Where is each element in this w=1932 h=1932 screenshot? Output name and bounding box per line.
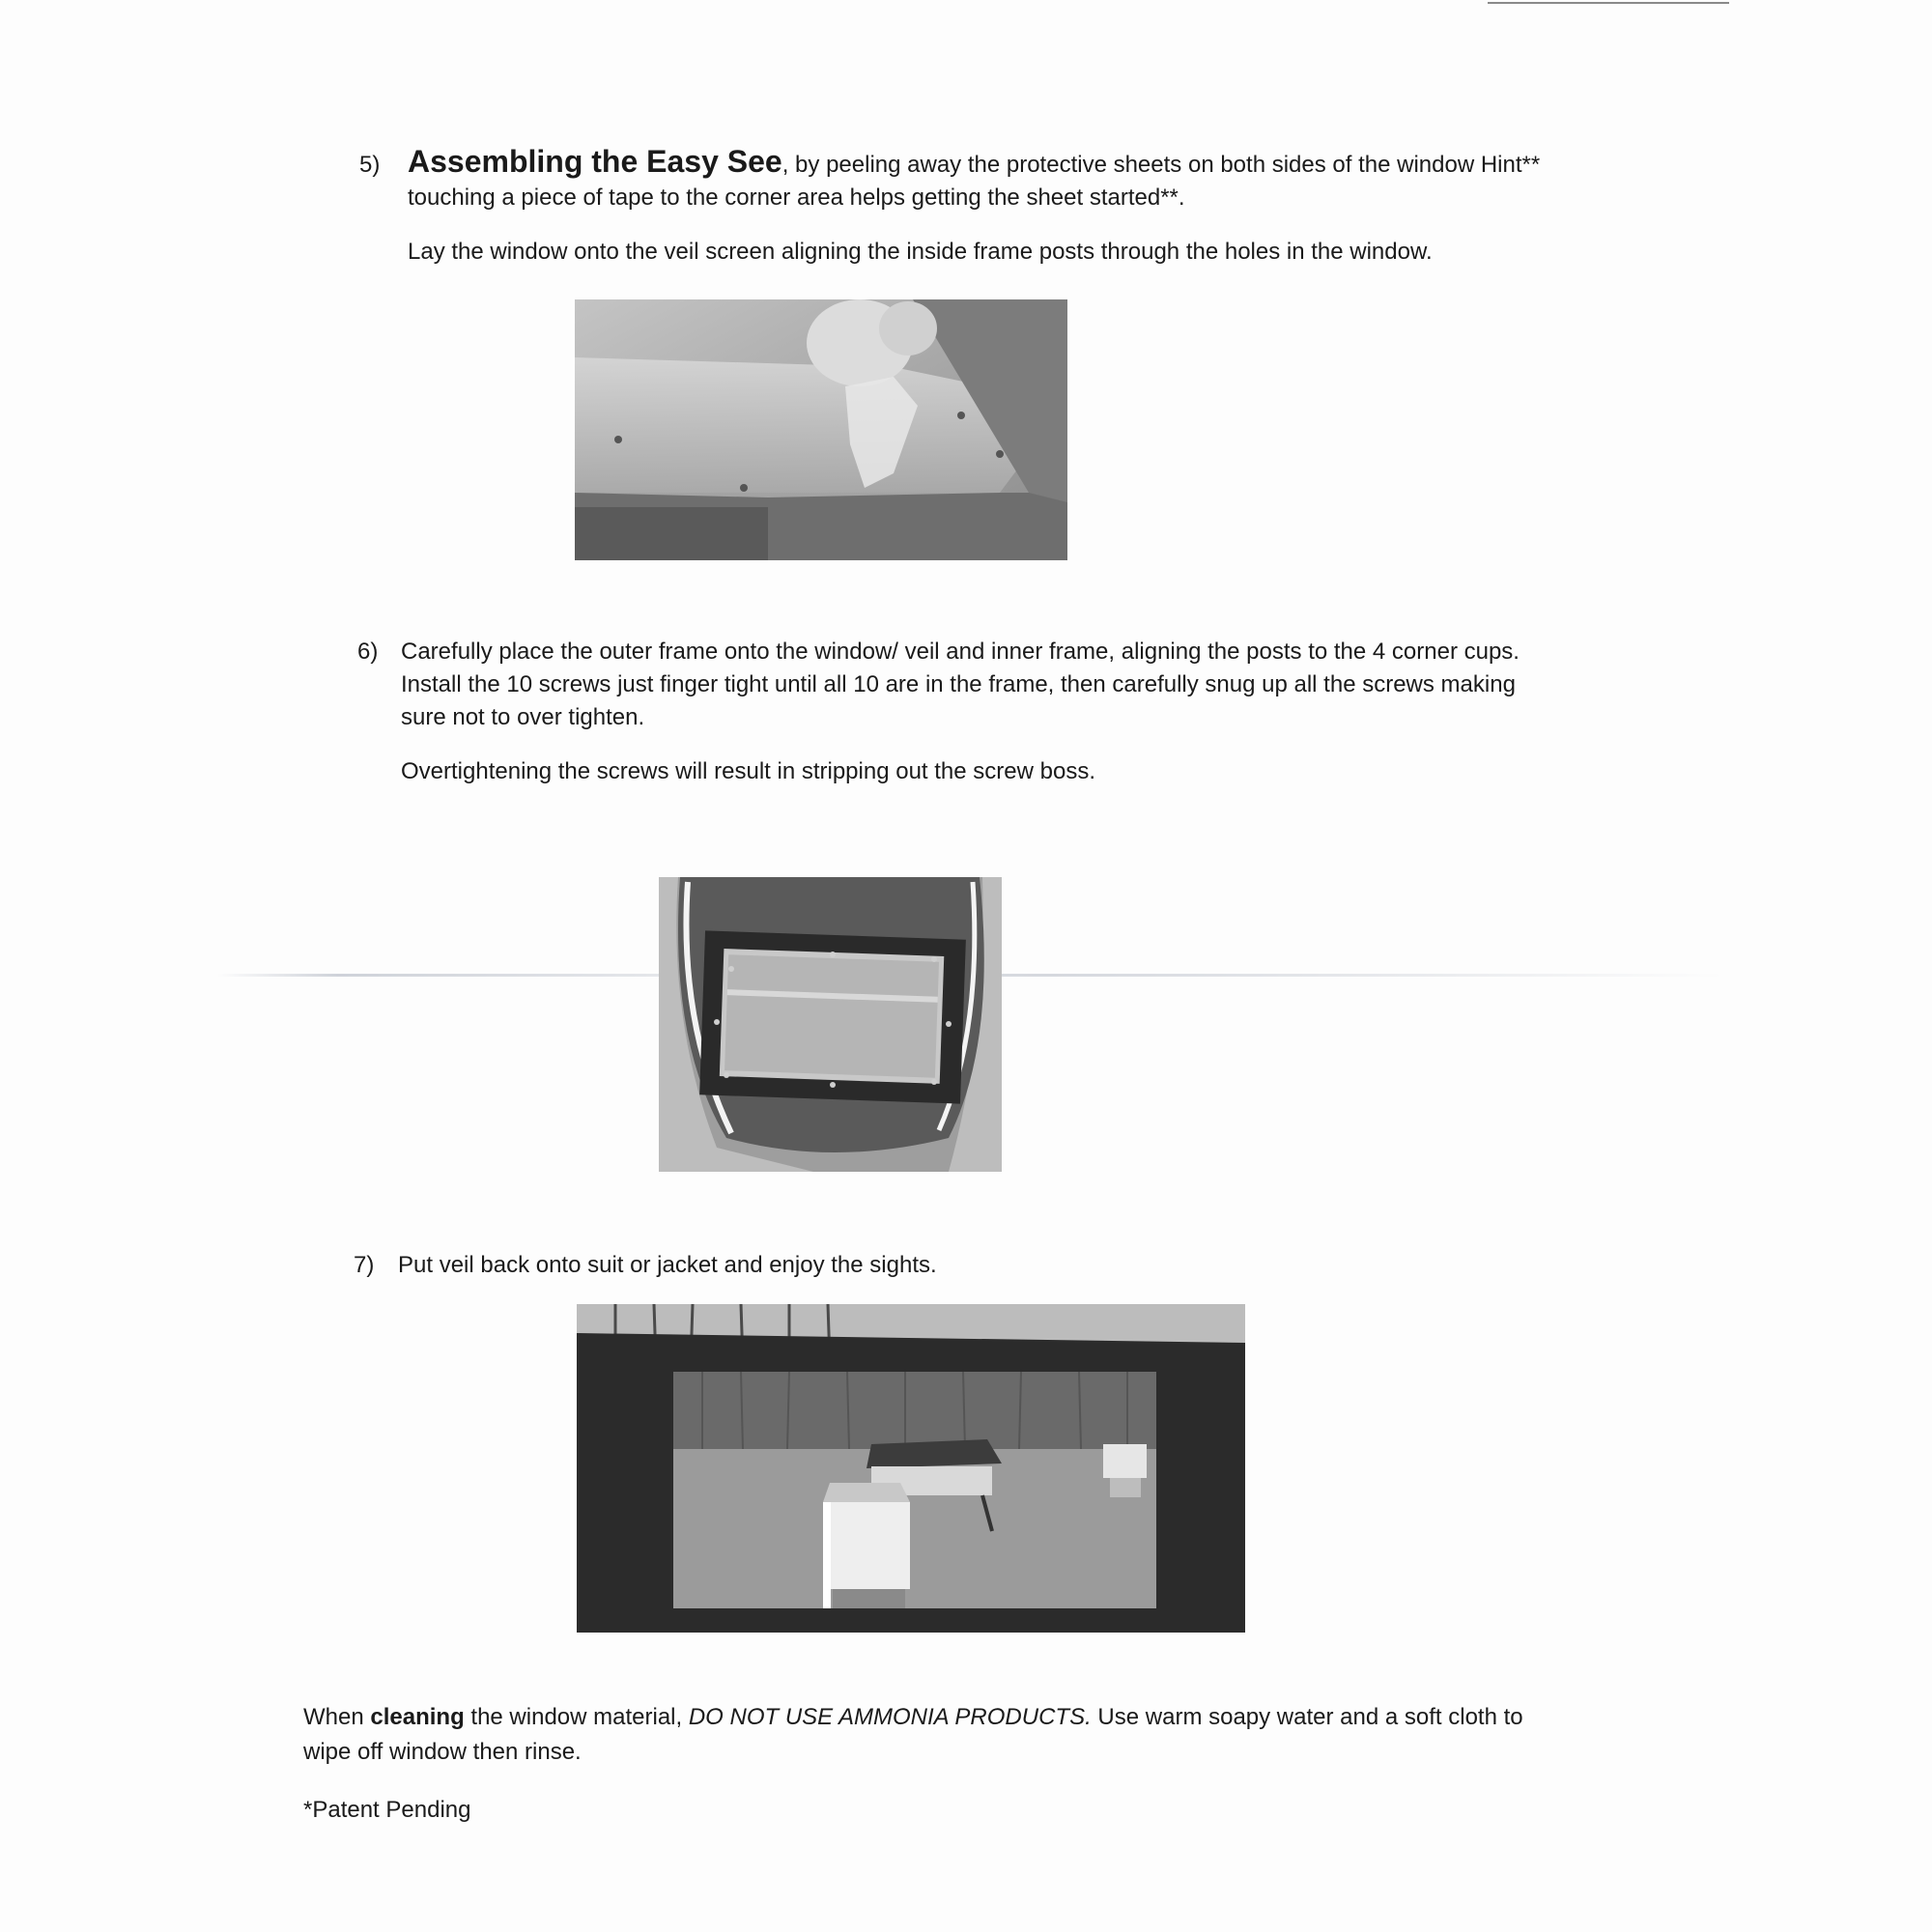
step-5-paragraph-2: Lay the window onto the veil screen aligning the inside frame posts through the holes in the window. — [408, 239, 1433, 265]
photo-framed-window-image — [659, 877, 1002, 1172]
step-5-line-1-rest: , by peeling away the protective sheets on both sides of the window Hint** — [781, 152, 1541, 178]
cleaning-note-line-2: wipe off window then rinse. — [303, 1739, 582, 1765]
step-6 — [357, 636, 1652, 810]
step-6-line-1: Carefully place the outer frame onto the window/ veil and inner frame, aligning the posts to the 4 corner cups. — [401, 639, 1520, 665]
step-7 — [354, 1249, 1126, 1288]
cleaning-note-bold: cleaning — [370, 1704, 465, 1730]
top-edge-rule — [1488, 2, 1729, 4]
step-6-number: 6) — [357, 639, 379, 665]
cleaning-note-warning: DO NOT USE AMMONIA PRODUCTS. — [688, 1704, 1092, 1730]
step-7-body — [398, 1249, 1122, 1282]
step-5-line-2: touching a piece of tape to the corner area helps getting the sheet started**. — [408, 185, 1185, 211]
patent-pending: *Patent Pending — [303, 1797, 471, 1823]
cleaning-note-middle: the window material, — [464, 1704, 689, 1730]
step-6-body — [401, 636, 1652, 788]
photo-peeling-sheet — [575, 299, 1067, 560]
photo-beehive-view-image — [577, 1304, 1245, 1633]
photo-beehive-view — [577, 1304, 1245, 1633]
step-5-heading: Assembling the Easy See — [408, 144, 782, 179]
step-6-paragraph-2: Overtightening the screws will result in stripping out the screw boss. — [401, 758, 1095, 784]
photo-framed-window — [659, 877, 1002, 1172]
cleaning-note-suffix: Use warm soapy water and a soft cloth to — [1091, 1704, 1523, 1730]
step-7-text: Put veil back onto suit or jacket and enjoy the sights. — [398, 1252, 937, 1278]
step-5-number: 5) — [359, 152, 381, 178]
step-5-body — [408, 145, 1615, 269]
step-6-line-2: Install the 10 screws just finger tight until all 10 are in the frame, then carefully snug up all the screws making — [401, 671, 1516, 697]
step-5-line-1 — [408, 145, 1615, 182]
step-7-number: 7) — [354, 1252, 375, 1278]
cleaning-note — [303, 1700, 1656, 1770]
cleaning-note-line-1 — [303, 1700, 1656, 1735]
step-5 — [359, 145, 1615, 290]
step-6-line-3: sure not to over tighten. — [401, 704, 645, 730]
photo-peeling-sheet-image — [575, 299, 1067, 560]
cleaning-note-prefix: When — [303, 1704, 371, 1730]
